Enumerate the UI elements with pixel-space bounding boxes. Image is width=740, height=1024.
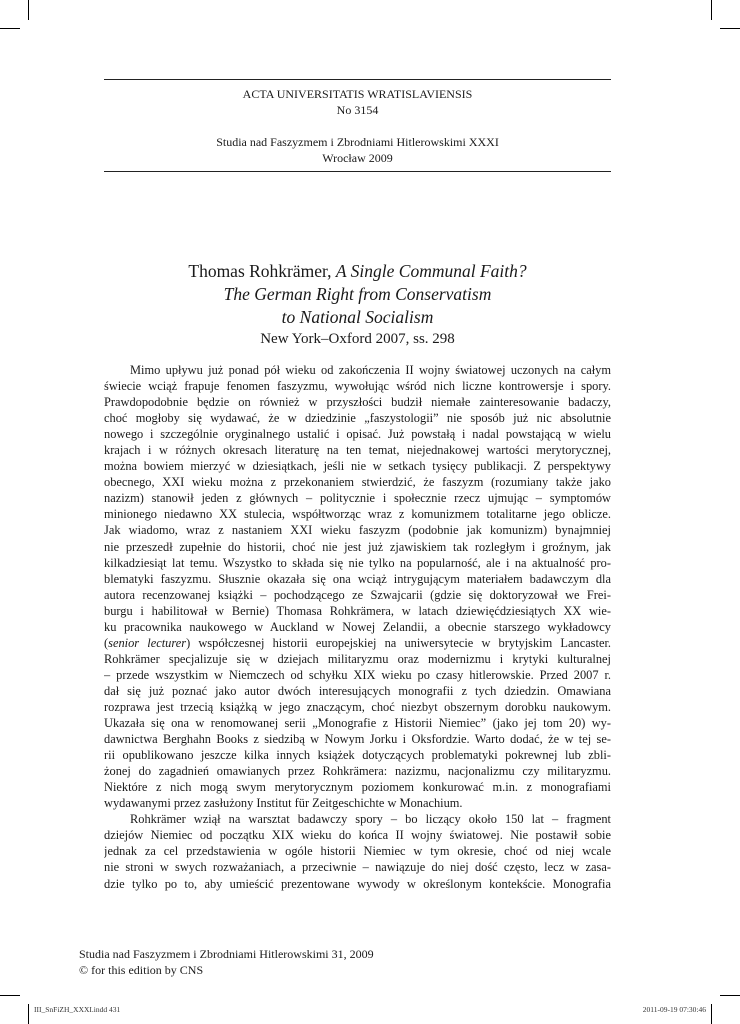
series-name: Studia nad Faszyzmem i Zbrodniami Hitlerowskimi XXXI <box>216 135 499 149</box>
body-line: Jak wiadomo, wraz z nastaniem XXI wieku faszyzm (podobnie jak komunizm) bynajmniej <box>104 523 611 538</box>
body-line: kilkadziesiąt lat temu. Wszystko to składa się nie tylko na popularność, ale i na aktualność pro- <box>104 555 611 570</box>
book-title-part: A Single Communal Faith? <box>335 261 527 281</box>
header-rule <box>104 79 611 80</box>
footer-citation: Studia nad Faszyzmem i Zbrodniami Hitlerowskimi 31, 2009 <box>79 947 374 961</box>
slug-filename: III_SnFiZH_XXXI.indd 431 <box>34 1005 121 1014</box>
body-line: nie stroni w swych rozważaniach, a przeciwnie – nawiązuje do niej dość często, lecz w zasa- <box>104 860 611 875</box>
body-line: jednak za cel przedstawienia w ogóle historii Niemiec w tym okresie, choć od niej wcale <box>104 844 611 859</box>
body-line: obecnego, XXI wieku można z przekonaniem stwierdzić, że faszyzm (rozumiany także jako <box>104 475 611 490</box>
review-title-line <box>104 306 611 329</box>
body-line: nie przeszedł zupełnie do historii, choć nie jest już zjawiskiem tak rozległym i groźnym, jak <box>104 539 611 554</box>
review-body <box>104 362 611 892</box>
journal-name: ACTA UNIVERSITATIS WRATISLAVIENSIS <box>242 87 473 101</box>
body-line: Niektóre z nich mogą swym merytorycznym poziomem konkurować m.in. z monografiami <box>104 780 611 795</box>
body-line: Rohkrämer specjalizuje się w dziejach militaryzmu oraz modernizmu i krytyki kulturalnej <box>104 651 611 666</box>
slug-timestamp: 2011-09-19 07:30:46 <box>642 1005 706 1014</box>
body-line: rozprawa jest trzecią książką w jego znaczącym, choć niezbyt obszernym dorobku naukowym. <box>104 699 611 714</box>
body-line: dziejów Niemiec od początku XIX wieku do końca II wojny światowej. Nie postawił sobie <box>104 828 611 843</box>
crop-mark <box>28 1004 29 1024</box>
crop-mark <box>720 995 740 996</box>
body-line: minionego niedawno XX stulecia, współtworząc wraz z komunizmem totalitarne jego oblicze. <box>104 507 611 522</box>
body-line: dawnictwa Berghahn Books z siedzibą w Nowym Jorku i Oksfordzie. Warto dodać, że w tej se- <box>104 732 611 747</box>
crop-mark <box>711 0 712 20</box>
body-line: dzie tylko po to, aby umieścić prezentowane wywody w określonym kontekście. Monografia <box>104 876 611 891</box>
footer-copyright: © for this edition by CNS <box>79 963 204 977</box>
body-line: dał się już poznać jako autor dwóch interesujących monografii z tych dziedzin. Omawiana <box>104 683 611 698</box>
review-title-block <box>104 260 611 349</box>
book-title-part: to National Socialism <box>281 307 434 327</box>
body-line: choć mogłoby się wydawać, że w dziedzinie „faszystologii” nie sposób już nic absolutnie <box>104 411 611 426</box>
body-line: rii opublikowano jeszcze kilka innych książek dotyczących problematyki pokrewnej lub zbli- <box>104 748 611 763</box>
crop-mark <box>28 0 29 20</box>
journal-number: No 3154 <box>336 103 379 117</box>
body-line: autora recenzowanej książki – pochodzącego ze Szwajcarii (gdzie się doktoryzował we Frei- <box>104 587 611 602</box>
body-line: żonej do zagadnień omawianych przez Rohkrämera: nazizmu, nacjonalizmu czy militaryzmu. <box>104 764 611 779</box>
body-line: świecie wciąż frapuje fenomen faszyzmu, wywołując wśród nich liczne kontrowersje i spory. <box>104 379 611 394</box>
body-line: nowego i szczególnie oryginalnego ustalić i opisać. Już powstałą i nadal powstającą w wielu <box>104 427 611 442</box>
body-line: (senior lecturer) współczesnej historii europejskiej na uniwersytecie w brytyjskim Lancaster. <box>104 635 611 650</box>
review-title-line <box>104 260 611 283</box>
body-line: krajach i w różnych okresach literaturę na ten temat, niejednakowej wartości merytorycznej, <box>104 443 611 458</box>
body-line: – przede wszystkim w Niemczech od schyłku XIX wieku po czasy hitlerowskie. Przed 2007 r. <box>104 667 611 682</box>
body-line: blematyki faszyzmu. Słusznie okazała się ona wciąż intrygującym materiałem badawczym dla <box>104 571 611 586</box>
body-line: Prawdopodobnie będzie on również w przyszłości budził niemałe zainteresowanie badaczy, <box>104 395 611 410</box>
body-line: można bowiem mierzyć w dziesiątkach, jeśli nie w setkach tysięcy publikacji. Z perspektywy <box>104 459 611 474</box>
publication-info: New York–Oxford 2007, ss. 298 <box>260 331 455 347</box>
body-line: nazizm) stanowił jeden z głównych – politycznie i społecznie rzecz ujmując – symptomów <box>104 491 611 506</box>
body-line: Mimo upływu już ponad pół wieku od zakończenia II wojny światowej uczonych na całym <box>130 363 611 377</box>
review-title-line <box>104 283 611 306</box>
crop-mark <box>711 1004 712 1024</box>
crop-mark <box>720 28 740 29</box>
review-author: Thomas Rohkrämer, <box>188 261 336 281</box>
body-line: burgu i habilitował w Bernie) Thomasa Rohkrämera, w latach dziewięćdziesiątych XX wie- <box>104 603 611 618</box>
header-rule <box>104 171 611 172</box>
body-line: Ukazała się ona w renomowanej serii „Monografie z Historii Niemiec” (jako jej tom 20) wy- <box>104 716 611 731</box>
journal-header <box>104 86 611 166</box>
body-line: ku pracownika naukowego w Auckland w Nowej Zelandii, a obecnie starszego wykładowcy <box>104 619 611 634</box>
crop-mark <box>0 28 20 29</box>
crop-mark <box>0 995 20 996</box>
body-line: Rohkrämer wziął na warsztat badawczy spory – bo liczący około 150 lat – fragment <box>130 812 611 827</box>
place-year: Wrocław 2009 <box>322 151 393 165</box>
body-line: wydawanymi przez zasłużony Institut für Zeitgeschichte w Monachium. <box>104 796 463 811</box>
page-footer <box>79 946 374 978</box>
book-title-part: The German Right from Conservatism <box>223 284 492 304</box>
